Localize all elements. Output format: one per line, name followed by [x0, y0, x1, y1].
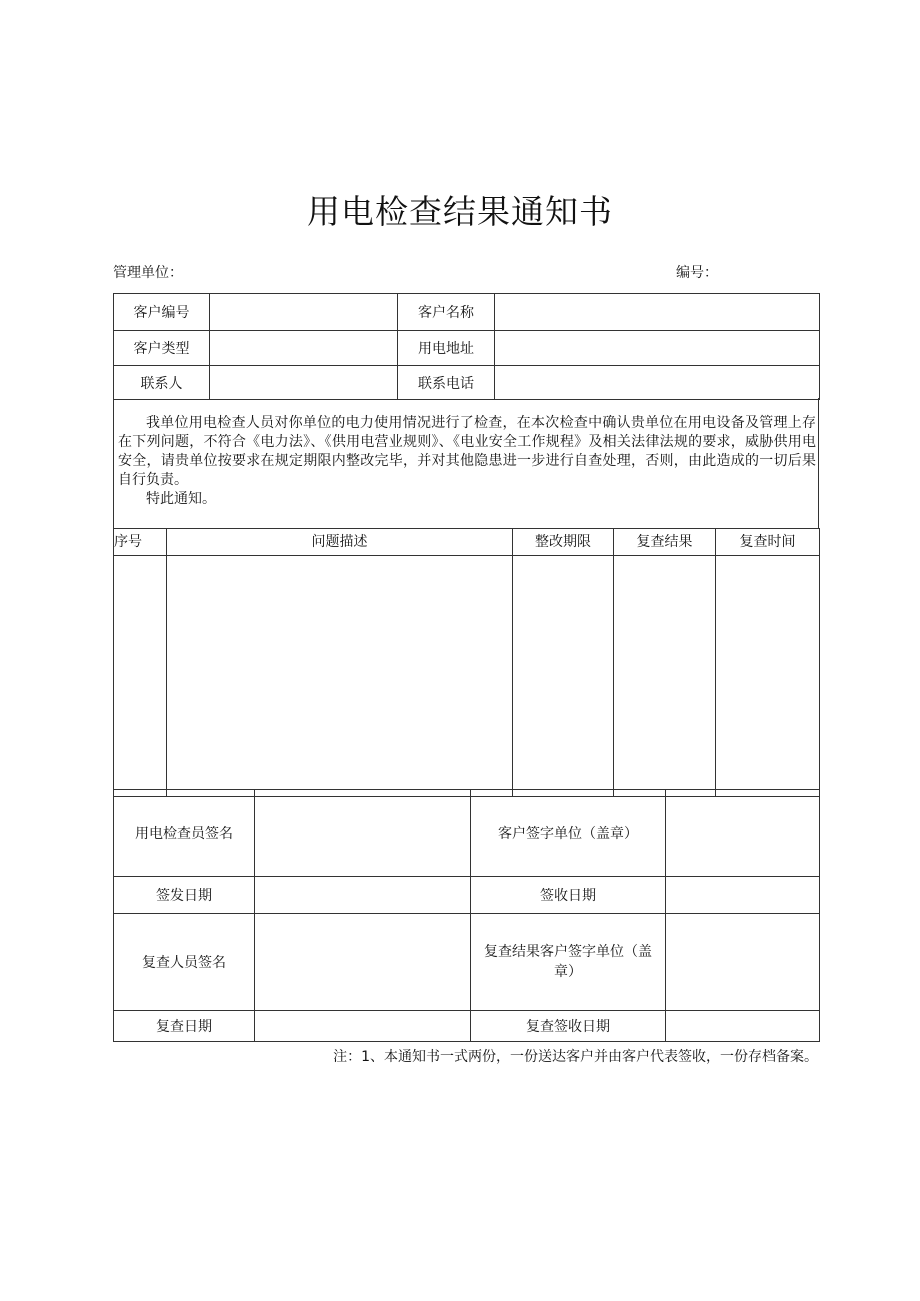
notice-section: [113, 398, 819, 528]
phone-field[interactable]: [495, 366, 820, 400]
footnote: 注：1、本通知书一式两份，一份送达客户并由客户代表签收，一份存档备案。: [333, 1049, 818, 1065]
page-title: 用电检查结果通知书: [307, 192, 613, 231]
customer-type-label: 客户类型: [114, 331, 210, 366]
customer-name-field[interactable]: [495, 294, 820, 331]
review-receipt-date-label: 复查签收日期: [471, 1011, 666, 1042]
customer-sign-unit-label: 客户签字单位（盖章）: [471, 790, 666, 877]
customer-number-label: 客户编号: [114, 294, 210, 331]
col-review-time-header: 复查时间: [716, 529, 820, 556]
contact-label: 联系人: [114, 366, 210, 400]
reviewer-sign-field[interactable]: [255, 914, 471, 1011]
issues-table: [113, 528, 820, 797]
contact-field[interactable]: [210, 366, 398, 400]
review-date-label: 复查日期: [114, 1011, 255, 1042]
deadline-cell[interactable]: [513, 556, 614, 797]
address-label: 用电地址: [398, 331, 495, 366]
signature-table: [113, 789, 820, 1042]
receipt-date-field[interactable]: [666, 877, 820, 914]
receipt-date-label: 签收日期: [471, 877, 666, 914]
review-customer-sign-label: 复查结果客户签字单位（盖章）: [471, 914, 666, 1011]
customer-type-field[interactable]: [210, 331, 398, 366]
review-customer-sign-field[interactable]: [666, 914, 820, 1011]
phone-label: 联系电话: [398, 366, 495, 400]
inspector-sign-field[interactable]: [255, 790, 471, 877]
issue-date-label: 签发日期: [114, 877, 255, 914]
review-receipt-date-field[interactable]: [666, 1011, 820, 1042]
inspector-sign-label: 用电检查员签名: [114, 790, 255, 877]
reviewer-sign-label: 复查人员签名: [114, 914, 255, 1011]
management-unit-label: 管理单位：: [113, 265, 183, 281]
col-description-header: 问题描述: [167, 529, 513, 556]
col-serial-header: 序号: [114, 529, 167, 556]
review-result-cell[interactable]: [614, 556, 716, 797]
customer-name-label: 客户名称: [398, 294, 495, 331]
notice-paragraph: 我单位用电检查人员对你单位的电力使用情况进行了检查，在本次检查中确认贵单位在用电设备及管理上存在下列问题，不符合《电力法》、《供用电营业规则》、《电业安全工作规程》及相关法律法规的要求，威胁供用电安全，请贵单位按要求在规定期限内整改完毕，并对其他隐患进一步进行自查处理，否则，由此造成的一切后果自行负责。: [118, 415, 816, 488]
serial-cell[interactable]: [114, 556, 167, 797]
issue-date-field[interactable]: [255, 877, 471, 914]
col-review-result-header: 复查结果: [614, 529, 716, 556]
number-label: 编号：: [676, 265, 718, 281]
address-field[interactable]: [495, 331, 820, 366]
customer-info-table: [113, 293, 820, 400]
issues-body-row: [114, 556, 820, 797]
review-date-field[interactable]: [255, 1011, 471, 1042]
notice-closing: 特此通知。: [146, 491, 216, 507]
description-cell[interactable]: [167, 556, 513, 797]
col-deadline-header: 整改期限: [513, 529, 614, 556]
issues-header-row: [114, 529, 820, 556]
customer-sign-unit-field[interactable]: [666, 790, 820, 877]
customer-number-field[interactable]: [210, 294, 398, 331]
review-time-cell[interactable]: [716, 556, 820, 797]
